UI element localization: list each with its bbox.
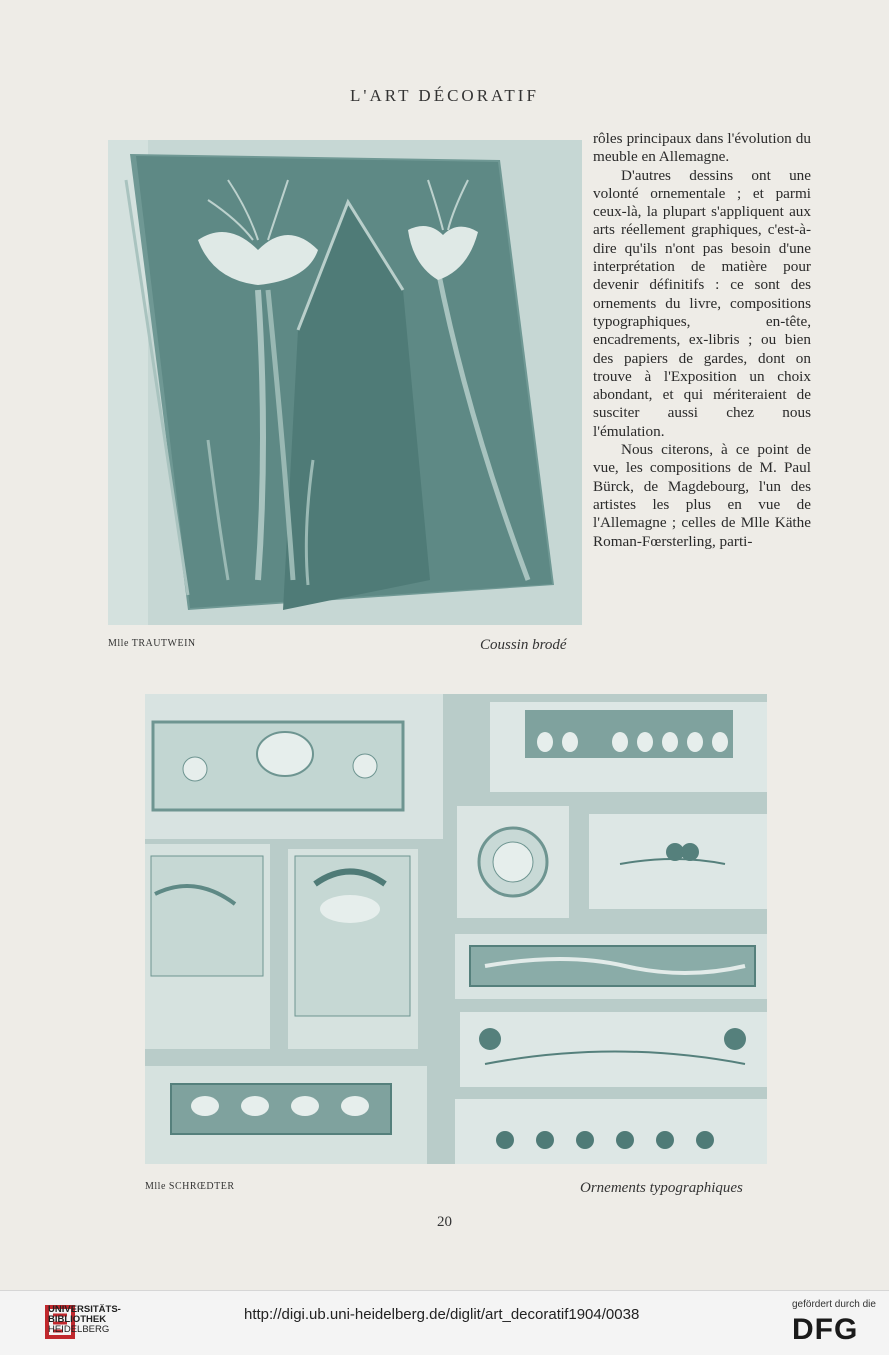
dfg-logo: DFG (792, 1313, 859, 1346)
permalink-url[interactable]: http://digi.ub.uni-heidelberg.de/diglit/art_decoratif1904/0038 (244, 1306, 640, 1323)
university-library-name (48, 1305, 121, 1335)
library-line-3: HEIDELBERG (48, 1324, 110, 1335)
funding-label: gefördert durch die (792, 1299, 876, 1310)
paragraph-3: Nous citerons, à ce point de vue, les compositions de M. Paul Bürck, de Magdebourg, l'un des artistes les plus en vue de l'Allemagne ; celles de Mlle Käthe Roman-Fœrsterling, parti- (593, 441, 811, 550)
cushion-photo (108, 140, 582, 625)
ornaments-photo (145, 694, 767, 1164)
cushion-illustration (108, 140, 582, 625)
cushion-credit: Mlle TRAUTWEIN (108, 638, 196, 649)
viewer-footer (0, 1290, 889, 1355)
ornaments-illustration (145, 694, 767, 1164)
running-title: L'ART DÉCORATIF (350, 86, 539, 105)
paragraph-1: rôles principaux dans l'évolution du meuble en Allemagne. (593, 130, 811, 166)
body-text-column (593, 130, 811, 551)
paragraph-2: D'autres dessins ont une volonté ornementale ; et parmi ceux-là, la plupart s'appliquent aux arts réellement graphiques, c'est-à-dire qu'ils n'ont pas besoin d'une interprétation de matière pour devenir définitifs : ce sont des ornements du livre, compositions typographiques, en-tête, encadrements, ex-libris ; ou bien des papiers de gardes, dont on trouve à l'Exposition un choix abondant, et qui mériteraient de susciter aussi chez nous l'émulation. (593, 166, 811, 440)
ornaments-credit: Mlle SCHRŒDTER (145, 1181, 235, 1192)
library-line-1: UNIVERSITÄTS- (48, 1304, 121, 1315)
ornaments-caption: Ornements typographiques (580, 1180, 743, 1196)
cushion-caption: Coussin brodé (480, 637, 567, 653)
page-number: 20 (437, 1214, 452, 1230)
library-line-2: BIBLIOTHEK (48, 1314, 107, 1325)
